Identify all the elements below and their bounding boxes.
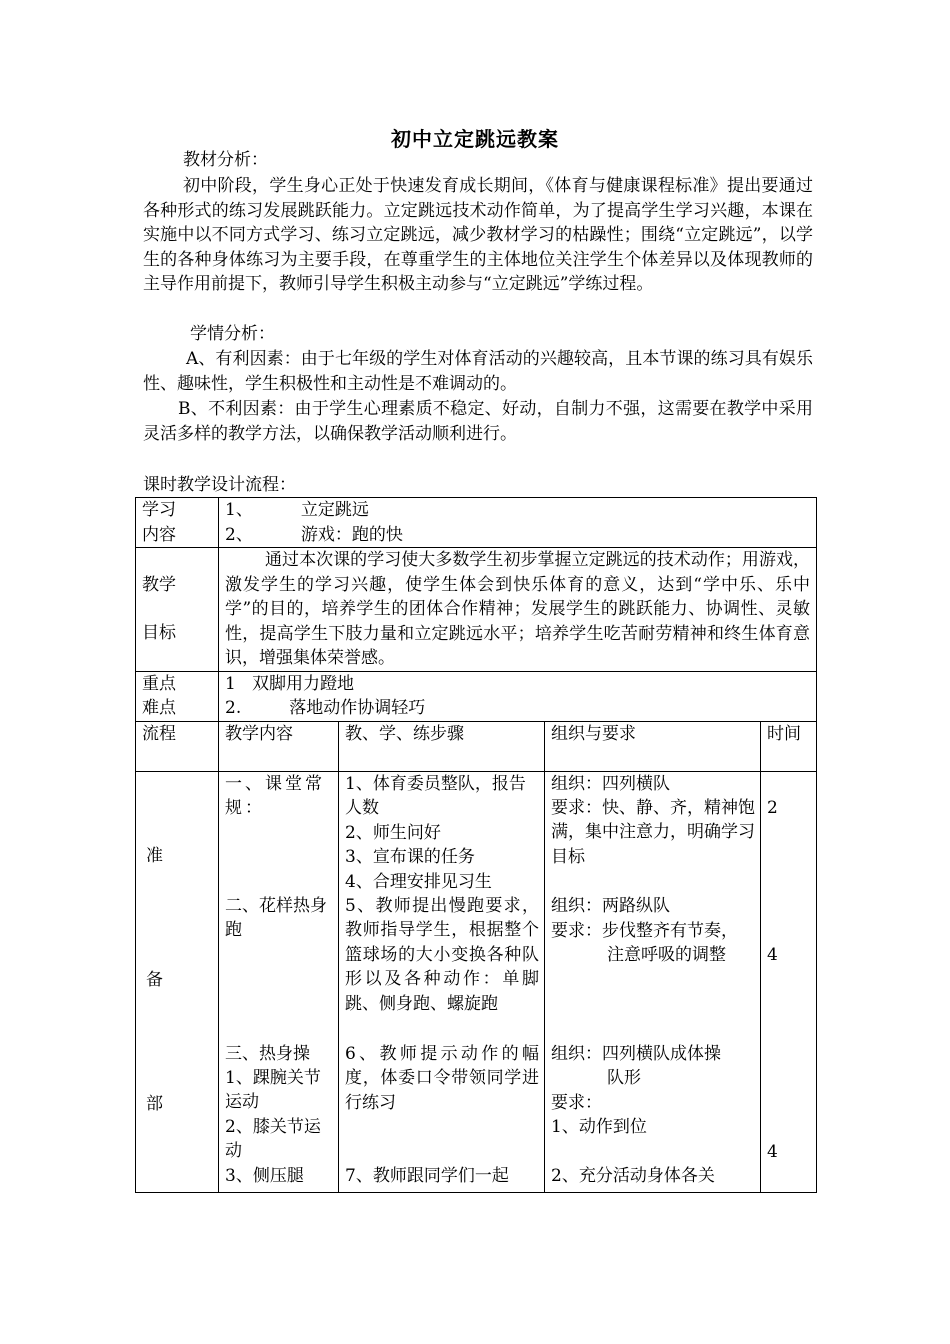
time-value: 4 <box>767 1141 778 1162</box>
time-column-cell <box>761 771 817 1192</box>
time-value: 4 <box>767 944 778 965</box>
organization-column-cell: 组织：四列横队 要求：快、静、齐，精神饱满，集中注意力，明确学习目标 组织：两路纵队 要求：步伐整齐有节奏， 注意呼吸的调整 组织：四列横队成体操 队形 要求： 1、动作到位 2、充分活动身体各关 <box>545 771 761 1192</box>
time-value: 2 <box>767 797 778 818</box>
header-organization: 组织与要求 <box>545 721 761 771</box>
stage-char: 部 <box>146 1093 163 1114</box>
key-items-cell <box>219 671 817 721</box>
key-label-cell: 重点 难点 <box>136 671 219 721</box>
content-item: 1、 立定跳远 <box>225 500 369 520</box>
key-item: 1 双脚用力蹬地 <box>225 673 355 694</box>
stage-char: 备 <box>146 969 163 990</box>
material-heading: 教材分析： <box>183 150 268 170</box>
table-header-row <box>136 721 817 771</box>
material-text: 初中阶段，学生身心正处于快速发育成长期间，《体育与健康课程标准》提出要通过各种形式的练习发展跳跃能力。立定跳远技术动作简单，为了提高学生学习兴趣，本课在实施中以不同方式学习、练习立定跳远，减少教材学习的枯躁性；围绕“立定跳远”，以学生的各种身体练习为主要手段，在尊重学生的主体地位关注学生个体差异以及体现教师的主导作用前提下，教师引导学生积极主动参与“立定跳远”学练过程。 <box>143 176 813 294</box>
header-time: 时间 <box>761 721 817 771</box>
content-items-cell <box>219 498 817 548</box>
content-column-cell: 一、课堂常规： 二、花样热身跑 三、热身操 1、踝腕关节运动 2、膝关节运动 3、侧压腿 <box>219 771 339 1192</box>
content-item: 2、 游戏：跑的快 <box>225 524 403 545</box>
table-row <box>136 771 817 1192</box>
table-row <box>136 498 817 548</box>
stage-cell <box>136 771 219 1192</box>
document-title: 初中立定跳远教案 <box>391 127 559 151</box>
key-item: 2. 落地动作协调轻巧 <box>225 698 426 718</box>
steps-column-cell: 1、体育委员整队，报告人数 2、师生问好 3、宣布课的任务 4、合理安排见习生 5、教师提出慢跑要求，教师指导学生，根据整个篮球场的大小变换各种队形以及各种动作：单脚跳、侧身跑、螺旋跑 6、教师提示动作的幅度，体委口令带领同学进行练习 7、教师跟同学们一起 <box>339 771 545 1192</box>
goal-text-cell: 通过本次课的学习使大多数学生初步掌握立定跳远的技术动作；用游戏，激发学生的学习兴趣，使学生体会到快乐体育的意义，达到“学中乐、乐中学”的目的，培养学生的团体合作精神；发展学生的跳跃能力、协调性、灵敏性，提高学生下肢力量和立定跳远水平；培养学生吃苦耐劳精神和终生体育意识，增强集体荣誉感。 <box>219 548 817 672</box>
header-steps: 教、学、练步骤 <box>339 721 545 771</box>
table-row <box>136 548 817 672</box>
goal-label-cell: 教学 目标 <box>136 548 219 672</box>
lesson-plan-table <box>135 497 817 1193</box>
header-content: 教学内容 <box>219 721 339 771</box>
learner-favorable: A、有利因素：由于七年级的学生对体育活动的兴趣较高，且本节课的练习具有娱乐性、趣味性，学生积极性和主动性是不难调动的。 <box>143 349 813 394</box>
design-heading: 课时教学设计流程： <box>143 475 296 495</box>
learner-heading: 学情分析： <box>190 324 275 344</box>
header-process: 流程 <box>136 721 219 771</box>
learner-unfavorable: B、不利因素：由于学生心理素质不稳定、好动，自制力不强，这需要在教学中采用灵活多样的教学方法，以确保教学活动顺利进行。 <box>143 399 813 444</box>
table-row <box>136 671 817 721</box>
content-label-cell: 学习 内容 <box>136 498 219 548</box>
stage-char: 准 <box>146 845 163 866</box>
